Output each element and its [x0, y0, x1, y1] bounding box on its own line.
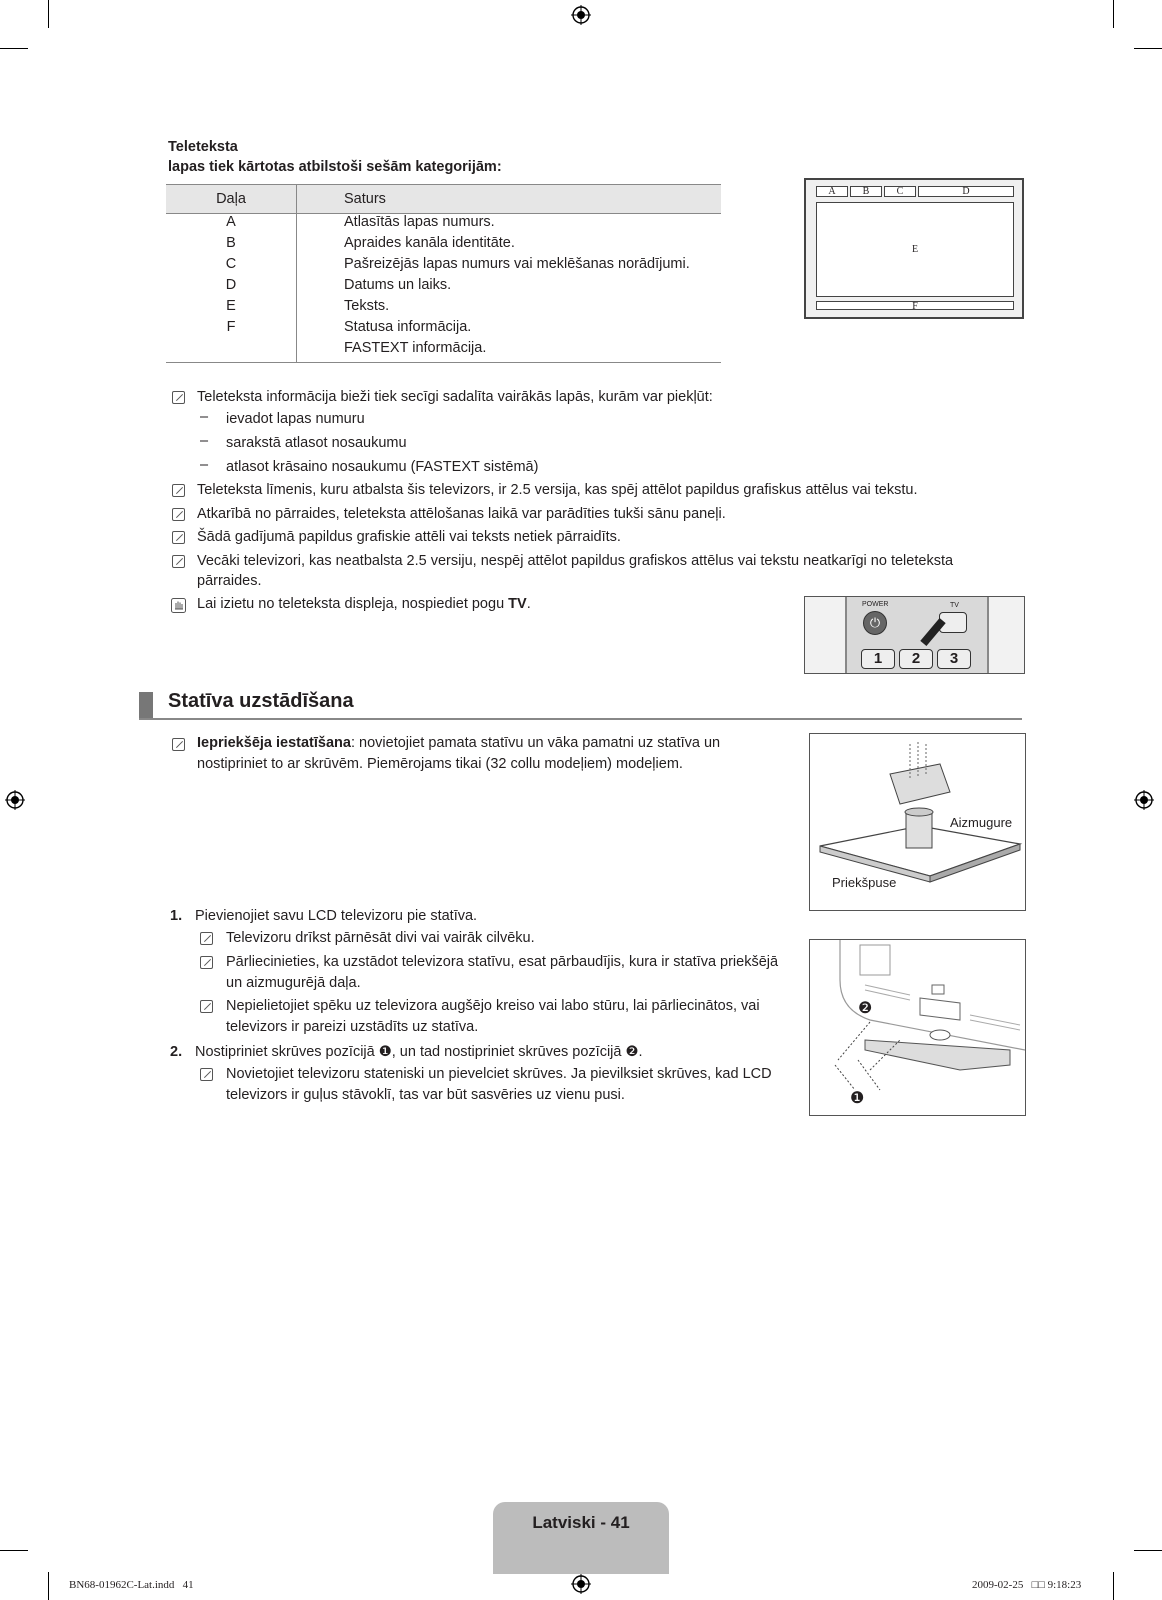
crop-mark: [1113, 1572, 1114, 1600]
page-number-tab: [493, 1502, 669, 1574]
tv-back-illustration: [810, 940, 1025, 1115]
table-cell: FASTEXT informācija.: [297, 340, 722, 363]
category-table: [166, 184, 721, 363]
marker-two-icon: ❷: [858, 1000, 873, 1017]
exit-note-suffix: .: [526, 596, 531, 612]
teletext-title: Teleteksta: [168, 139, 238, 155]
diagram-box-a: [816, 186, 848, 197]
section-heading: Statīva uzstādīšana: [168, 690, 354, 712]
registration-mark-icon: [5, 790, 25, 810]
crop-mark: [0, 48, 28, 49]
print-date: 2009-02-25 □□ 9:18:23: [972, 1579, 1082, 1591]
note-icon: [172, 531, 185, 544]
table-cell: Statusa informācija.: [344, 319, 472, 335]
table-cell: A: [166, 214, 297, 236]
section-heading-bar: [139, 692, 153, 720]
table-cell: E: [166, 298, 297, 319]
registration-mark-icon: [571, 5, 591, 25]
crop-mark: [1113, 0, 1114, 28]
diagram-label: E: [911, 244, 919, 255]
step2-text-a: Nostipriniet skrūves pozīcijā: [195, 1044, 375, 1060]
note-icon: [172, 738, 185, 751]
note-icon: [200, 1068, 213, 1081]
tv-label: TV: [950, 602, 959, 609]
step-text: Pievienojiet savu LCD televizoru pie statīva.: [195, 908, 478, 924]
step-number: 1.: [170, 908, 183, 924]
page-number: Latviski - 41: [532, 1513, 630, 1532]
note-icon: [172, 391, 185, 404]
exit-note: [197, 594, 531, 615]
table-row: [166, 319, 721, 340]
pre-setup-text: : novietojiet pamata statīvu un vāka pamatni uz statīva un: [350, 735, 721, 751]
note-text: Vecāki televizori, kas neatbalsta 2.5 versiju, nespēj attēlot papildus grafiskos attēlus vai tekstu neatkarīgi no teleteksta: [197, 553, 954, 569]
diagram-label: B: [862, 186, 870, 197]
hand-icon: [171, 598, 186, 613]
dash-bullet: –: [200, 457, 209, 473]
file-info: BN68-01962C-Lat.indd 41: [69, 1579, 194, 1591]
note-text: Televizoru drīkst pārnēsāt divi vai vairāk cilvēku.: [226, 930, 535, 946]
teletext-subtitle: lapas tiek kārtotas atbilstoši sešām kategorijām:: [168, 159, 502, 175]
table-cell: Datums un laiks.: [344, 277, 452, 293]
step-number: 2.: [170, 1044, 183, 1060]
note-text: pārraides.: [197, 573, 262, 589]
tv-mount-figure: [809, 939, 1026, 1116]
diagram-label: A: [828, 186, 836, 197]
diagram-label: F: [912, 301, 918, 312]
power-button-icon: ⏻: [863, 611, 887, 635]
table-row: [166, 235, 721, 256]
pre-setup-note: [197, 733, 720, 754]
dash-bullet: –: [200, 409, 209, 425]
table-row: [166, 256, 721, 277]
diagram-label: C: [896, 186, 904, 197]
crop-mark: [0, 1550, 28, 1551]
note-icon: [200, 1000, 213, 1013]
diagram-box-b: [850, 186, 882, 197]
tv-key-label: TV: [508, 596, 527, 612]
note-text: Novietojiet televizoru stateniski un pievelciet skrūves. Ja pievilksiet skrūves, kad LCD: [226, 1066, 772, 1082]
step2-text-b: , un tad nostipriniet skrūves pozīcijā: [391, 1044, 622, 1060]
note-text: televizors ir guļus stāvoklī, tas var būt sasvēries uz vienu pusi.: [226, 1087, 625, 1103]
remote-illustration: [804, 596, 1025, 674]
front-label: Priekšpuse: [832, 875, 897, 890]
table-cell: C: [166, 256, 297, 277]
power-label: POWER: [862, 601, 889, 608]
marker-one-icon: ❶: [850, 1090, 865, 1107]
list-item: atlasot krāsaino nosaukumu (FASTEXT sistēmā): [226, 459, 539, 475]
list-item: ievadot lapas numuru: [226, 411, 365, 427]
pre-setup-note-line2: nostipriniet to ar skrūvēm. Piemērojams tikai (32 collu modeļiem) modeļiem.: [197, 756, 683, 772]
table-cell: B: [166, 235, 297, 256]
note-text: Teleteksta līmenis, kuru atbalsta šis televizors, ir 2.5 versija, kas spēj attēlot papildus grafiskus attēlus vai tekstu.: [197, 482, 918, 498]
note-text: un aizmugurējā daļa.: [226, 975, 361, 991]
note-text: Nepielietojiet spēku uz televizora augšējo kreiso vai labo stūru, lai pārliecinātos, vai: [226, 998, 760, 1014]
note-text: Atkarībā no pārraides, teleteksta attēlošanas laikā var parādīties tukši sānu paneļi.: [197, 506, 726, 522]
diagram-label: D: [962, 186, 970, 197]
crop-mark: [48, 0, 49, 28]
teletext-layout-diagram: [804, 178, 1024, 319]
stand-figure: [809, 733, 1026, 911]
table-header: Saturs: [297, 185, 722, 214]
table-cell: F: [166, 319, 297, 340]
note-icon: [200, 932, 213, 945]
exit-note-text: Lai izietu no teleteksta displeja, nospiediet pogu: [197, 596, 505, 612]
key-1: 1: [861, 649, 895, 669]
table-row: [166, 298, 721, 319]
note-text: Šādā gadījumā papildus grafiskie attēli vai teksts netiek pārraidīts.: [197, 529, 621, 545]
back-label: Aizmugure: [950, 815, 1013, 830]
note-text: Teleteksta informācija bieži tiek secīgi sadalīta vairākās lapās, kurām var piekļūt:: [197, 389, 713, 405]
table-cell: Apraides kanāla identitāte.: [344, 235, 515, 251]
table-row: [166, 277, 721, 298]
pre-setup-bold: Iepriekšēja iestatīšana: [197, 735, 351, 751]
table-row: [166, 214, 721, 236]
note-icon: [172, 508, 185, 521]
diagram-box-d: [918, 186, 1014, 197]
diagram-box-f: [816, 301, 1014, 310]
note-text: Pārliecinieties, ka uzstādot televizora statīvu, esat pārbaudījis, kura ir statīva priekšējā: [226, 954, 779, 970]
table-cell: [166, 340, 297, 363]
crop-mark: [1134, 48, 1162, 49]
marker-one-icon: ❶: [378, 1044, 392, 1060]
section-heading-rule: [139, 718, 1022, 720]
key-2: 2: [899, 649, 933, 669]
marker-two-icon: ❷: [625, 1044, 639, 1060]
table-cell: Atlasītās lapas numurs.: [344, 214, 495, 230]
list-item: sarakstā atlasot nosaukumu: [226, 435, 407, 451]
dash-bullet: –: [200, 433, 209, 449]
key-3: 3: [937, 649, 971, 669]
note-icon: [172, 555, 185, 568]
step-text: [195, 1042, 643, 1063]
crop-mark: [48, 1572, 49, 1600]
step2-text-c: .: [638, 1044, 643, 1060]
table-header: Daļa: [166, 185, 297, 214]
registration-mark-icon: [571, 1574, 591, 1594]
table-row: [166, 340, 721, 363]
note-icon: [172, 484, 185, 497]
table-cell: D: [166, 277, 297, 298]
diagram-box-e: [816, 202, 1014, 297]
note-icon: [200, 956, 213, 969]
registration-mark-icon: [1134, 790, 1154, 810]
table-cell: Pašreizējās lapas numurs vai meklēšanas norādījumi.: [344, 256, 690, 272]
table-cell: Teksts.: [344, 298, 390, 314]
note-text: televizors ir pareizi uzstādīts uz statīva.: [226, 1019, 479, 1035]
diagram-box-c: [884, 186, 916, 197]
crop-mark: [1134, 1550, 1162, 1551]
